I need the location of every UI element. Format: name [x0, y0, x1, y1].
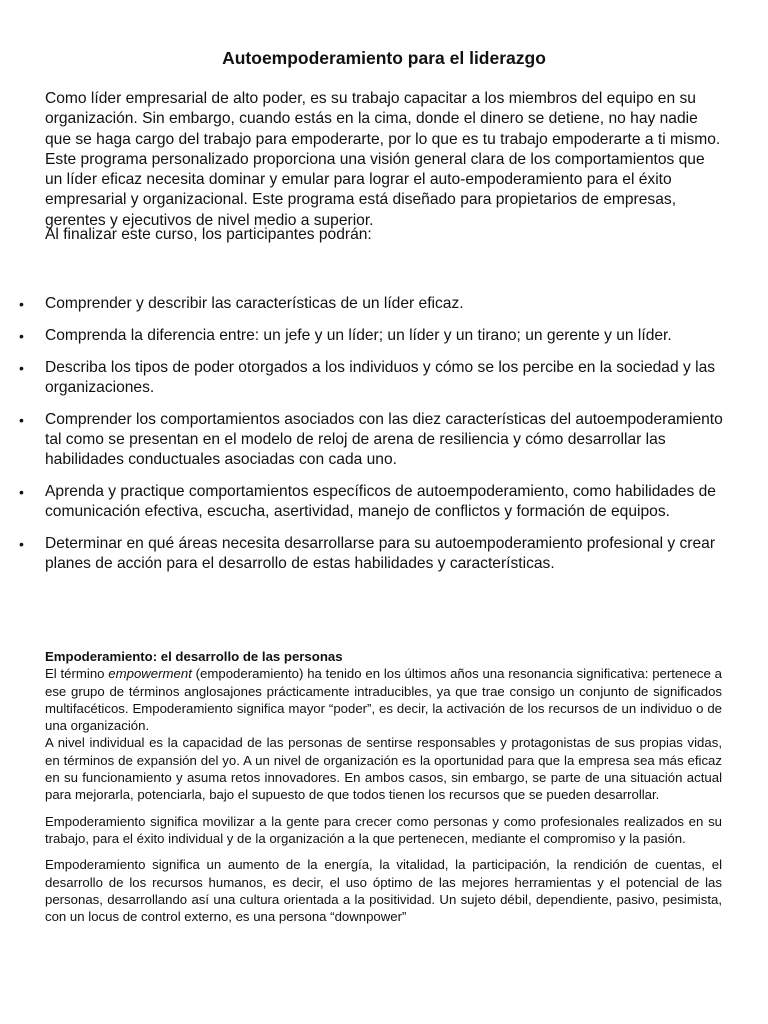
intro-lead-in: Al finalizar este curso, los participantes podrán: [45, 226, 372, 243]
list-item [0, 294, 725, 314]
objectives-list [0, 294, 768, 586]
list-item [0, 358, 725, 399]
paragraph-text: (empoderamiento) ha tenido en los últimos años una resonancia significativa: pertenece a ese grupo de términos anglosajones prácticamente intraducibles, ya que trae consigo un conjunto de significados multifacéticos. Empoderamiento significa mayor “poder”, es decir, la activación de los recursos de un individuo o de una organización. [45, 666, 722, 734]
list-item-text: Comprender y describir las características de un líder eficaz. [45, 295, 464, 312]
bullet-icon: • [19, 411, 24, 428]
list-item [0, 410, 725, 471]
page-title: Autoempoderamiento para el liderazgo [222, 48, 546, 68]
section-paragraph-4: Empoderamiento significa un aumento de la energía, la vitalidad, la participación, la rendición de cuentas, el desarrollo de los recursos humanos, es decir, el uso óptimo de las mejores herramientas y el potencial de las personas, desarrollando así una cultura orientada a la positividad. Un sujeto débil, dependiente, pasivo, pesimista, con un locus de control externo, es una persona “downpower” [45, 857, 722, 925]
emphasized-term: empowerment [108, 666, 192, 682]
list-item [0, 326, 725, 346]
list-item-text: Comprenda la diferencia entre: un jefe y un líder; un líder y un tirano; un gerente y un líder. [45, 326, 672, 344]
paragraph-text: El término [45, 666, 109, 682]
section-heading: Empoderamiento: el desarrollo de las personas [45, 649, 343, 664]
bullet-icon: • [19, 296, 24, 312]
intro-paragraph: Como líder empresarial de alto poder, es su trabajo capacitar a los miembros del equipo en su organización. Sin embargo, cuando estás en la cima, donde el dinero se detiene, no hay nadie que se haga cargo del trabajo para empoderarte, por lo que es tu trabajo empoderarte a ti mismo. Este programa personalizado proporciona una visión general clara de los comportamientos que un líder eficaz necesita dominar y emular para lograr el auto-empoderamiento para el éxito empresarial y organizacional. Este programa está diseñado para propietarios de empresas, gerentes y ejecutivos de nivel medio a superior. [45, 90, 721, 229]
section-paragraph-2: A nivel individual es la capacidad de las personas de sentirse responsables y protagonistas de sus propias vidas, en términos de expansión del yo. A un nivel de organización es la oportunidad para que la empresa sea más eficaz en su funcionamiento y asuma retos innovadores. En ambos casos, sin embargo, se parte de una situación actual para mejorarla, potenciarla, bajo el supuesto de que todos tienen los recursos que se pueden desarrollar. [45, 735, 722, 803]
bullet-icon: • [19, 536, 24, 553]
section-paragraph-3: Empoderamiento significa movilizar a la gente para crecer como personas y como profesionales realizados en su trabajo, para el éxito individual y de la organización a la que pertenecen, mediante el compromiso y la pasión. [45, 813, 722, 846]
bullet-icon: • [19, 327, 24, 344]
list-item [0, 534, 725, 575]
section-paragraph-1 [45, 665, 722, 734]
list-item-text: Aprenda y practique comportamientos específicos de autoempoderamiento, como habilidades de comunicación efectiva, escucha, asertividad, manejo de conflictos y formación de equipos. [45, 483, 716, 521]
list-item [0, 482, 725, 523]
bullet-icon: • [19, 359, 24, 376]
empowerment-section [45, 648, 722, 925]
list-item-text: Determinar en qué áreas necesita desarrollarse para su autoempoderamiento profesional y crear planes de acción para el desarrollo de estas habilidades y características. [45, 535, 716, 573]
list-item-text: Describa los tipos de poder otorgados a los individuos y cómo se los percibe en la sociedad y las organizaciones. [45, 358, 716, 396]
list-item-text: Comprender los comportamientos asociados con las diez características del autoempoderamiento tal como se presentan en el modelo de reloj de arena de resiliencia y cómo desarrollar las habilidades conductuales asociadas con cada uno. [45, 410, 723, 469]
bullet-icon: • [19, 484, 24, 501]
